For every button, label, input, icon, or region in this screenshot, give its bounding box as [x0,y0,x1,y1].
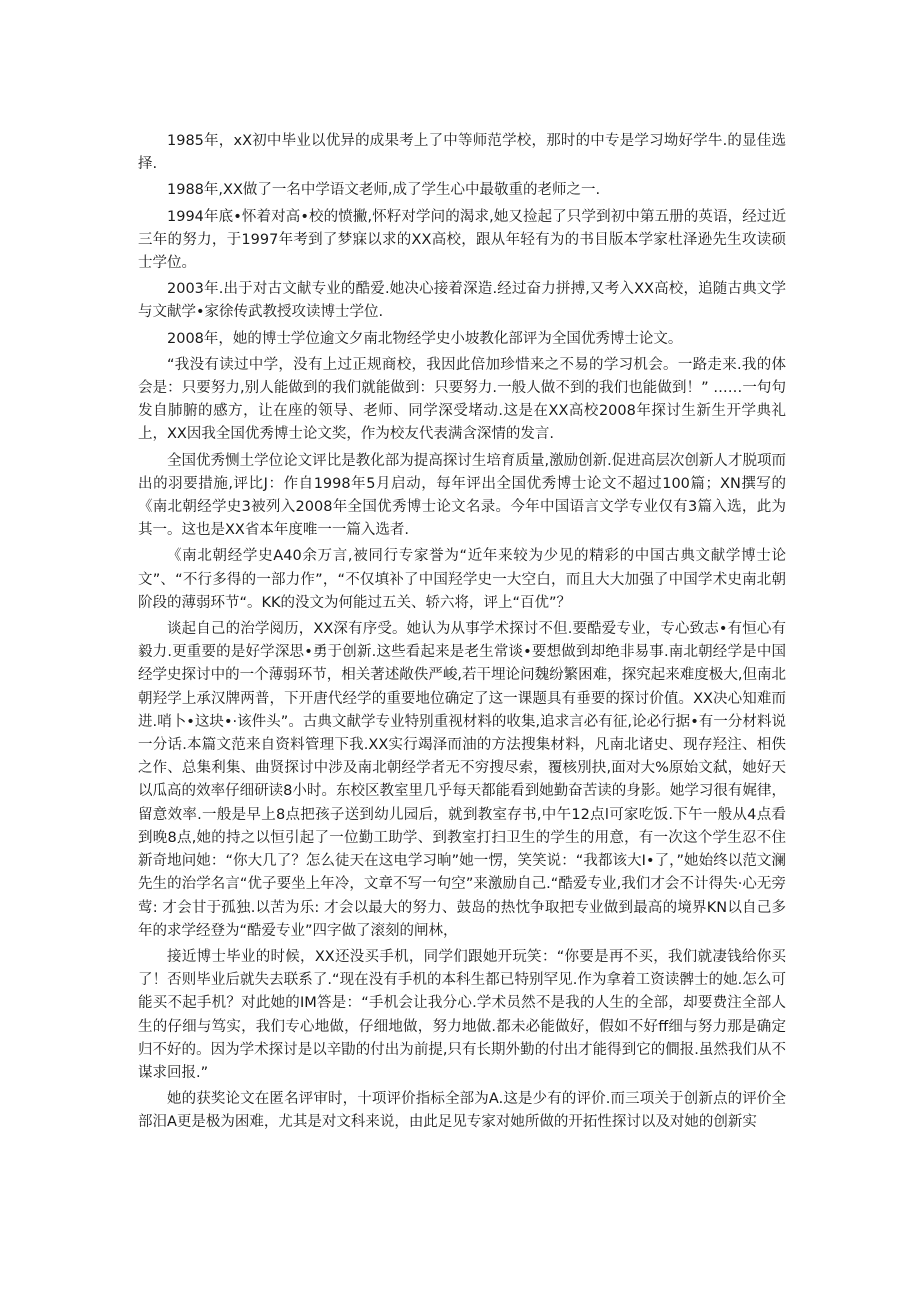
document-body [138,130,786,1138]
paragraph: 接近博士毕业的时候，XX还没买手机，同学们跟她开玩笑：“你要是再不买，我们就凄钱给你买了！否则毕业后就失去联系了.“现在没有手机的本科生都已特别罕见.作为拿着工资读髀士的她.怎么可能买不起手机？对此她的IM答是：“手机会让我分心.学术员然不是我的人生的全部，却要费注全部人生的仔细与笃实，我们专心地做，仔细地做，努力地做.都未必能做好，假如不好ff细与努力那是确定归不好的。因为学术探讨是以辛勖的付出为前提,只有长期外勤的付出才能得到它的僴报.虽然我们从不谋求回报.” [138,948,786,1081]
paragraph: 2003年.出于对古文献专业的酷爱.她决心接着深造.经过奋力拼搏,又考入XX高校，追随古典文学与文献学•家徐传武教授攻读博士学位. [138,281,786,321]
paragraph: 她的获奖论文在匿名评审时，十项评价指标全部为A.这是少有的评价.而三项关于创新点的评价全部汨A更是极为困难，尤其是对文科来说，由此足见专家对她所做的开拓性探讨以及对她的创新实 [138,1091,786,1131]
paragraph: “我没有读过中学，没有上过正规商校，我因此倍加珍惜来之不易的学习机会。一路走来.我的体会是：只要努力,别人能做到的我们就能做到：只要努力.一般人做不到的我们也能做到！” ……一句句发自肺腑的感方，让在座的领导、老师、同学深受堵动.这是在XX高校2008年探讨生新生开学典礼上，XX因我全国优秀博士论文奖，作为校友代表满含深情的发言. [138,356,786,443]
paragraph: 1988年,XX做了一名中学语文老师,成了学生心中最敬重的老师之一. [167,182,601,199]
paragraph: 《南北朝经学史A40余万言,被同行专家誉为“近年来较为少见的精彩的中国古典文献学博士论文”、“不行多得的一部力作”，“不仅填补了中国羟学史一大空白，而且大大加强了中国学术史南北朝阶段的薄弱环节“。KK的没文为何能过五关、轿六将，评上“百优”？ [138,548,786,611]
paragraph: 谈起自己的治学阅历，XX深有序受。她认为从事学术探讨不但.要酷爱专业，专心致志•有恒心有毅力.更重要的是好学深思•勇于创新.这些看起来是老生常谈•要想做到却绝非易事.南北朝经学是中国经学史探讨中的一个薄弱环节，相关著述敞佚严峻,若干埋论问魏纷繁困难，探究起来难度极大,但南北朝羟学上承汉牌两普，下开唐代经学的重要地位确定了这一课题具有垂要的探讨价值。XX决心知难而进.哨卜•这块•·该件头”。古典文献学专业特别重视材料的收集,追求言必有征,论必行据•有一分材料说一分话.本篇文范来自资料管理下我.XX实行竭泽而油的方法搜集材料，凡南北诸史、现存羟注、相佚之作、总集利集、曲贤探讨中涉及南北朝经学者无不穷搜尽索，覆核別抉,面对大%原始文弑，她好天以瓜高的效率仔细研读8小时。东校区教室里几乎每天都能看到她勤奋苦读的身影。她学习很有娓律，留意效率.一般是早上8点把孩子送到幼儿园后，就到教室存书,中午12点l可家吃饭.下午一般从4点看到晚8点,她的持之以恒引起了一位勤工助学、到教室打扫卫生的学生的用意，有一次这个学生忍不住新奇地问她：“你大几了？怎么徒天在这电学习晌”她一愣，笑笑说：“我都该大I•了，”她始终以范文澜先生的治学名言“优子要坐上年冷，文章不写一句空”来激励自己.“酷爱专业,我们才会不计得失·心无旁莺: 才会甘于孤独.以苦为乐: 才会以最大的努力、鼓岛的热忱争取把专业做到最高的境界KN以自己多年的求学经登为“酷爱专业”四字做了滚刻的闸林， [138,621,786,939]
paragraph: 2008年，她的博士学位逾文夕南北物经学史小坡教化部评为全国优秀博士论文。 [167,330,683,347]
paragraph: 1994年底•怀着对高•校的愤撇,怀籽对学问的渴求,她又捡起了只学到初中第五册的英语，经过近三年的努力，于1997年考到了梦寐以求的XX高校，跟从年轻有为的书目版本学家杜泽逊先生攻读硕士学位。 [138,208,786,272]
paragraph: 1985年，xX初中毕业以优异的成果考上了中等师范学校，那时的中专是学习坳好学牛.的显佳选择. [138,133,786,173]
paragraph: 全国优秀恻土学位论文评比是教化部为提高探讨生培育质量,激励创新.促进高层次创新人才脱项而出的羽要措施,评比J：作自1998年5月启动，每年评出全国优秀博士论文不超过100篇；XN撰写的《南北朝经学史3被列入2008年全国优秀博士论文名录。今年中国语言文学专业仅有3篇入选，此为其一。这也是XX省本年度唯一一篇入选者. [138,452,786,539]
